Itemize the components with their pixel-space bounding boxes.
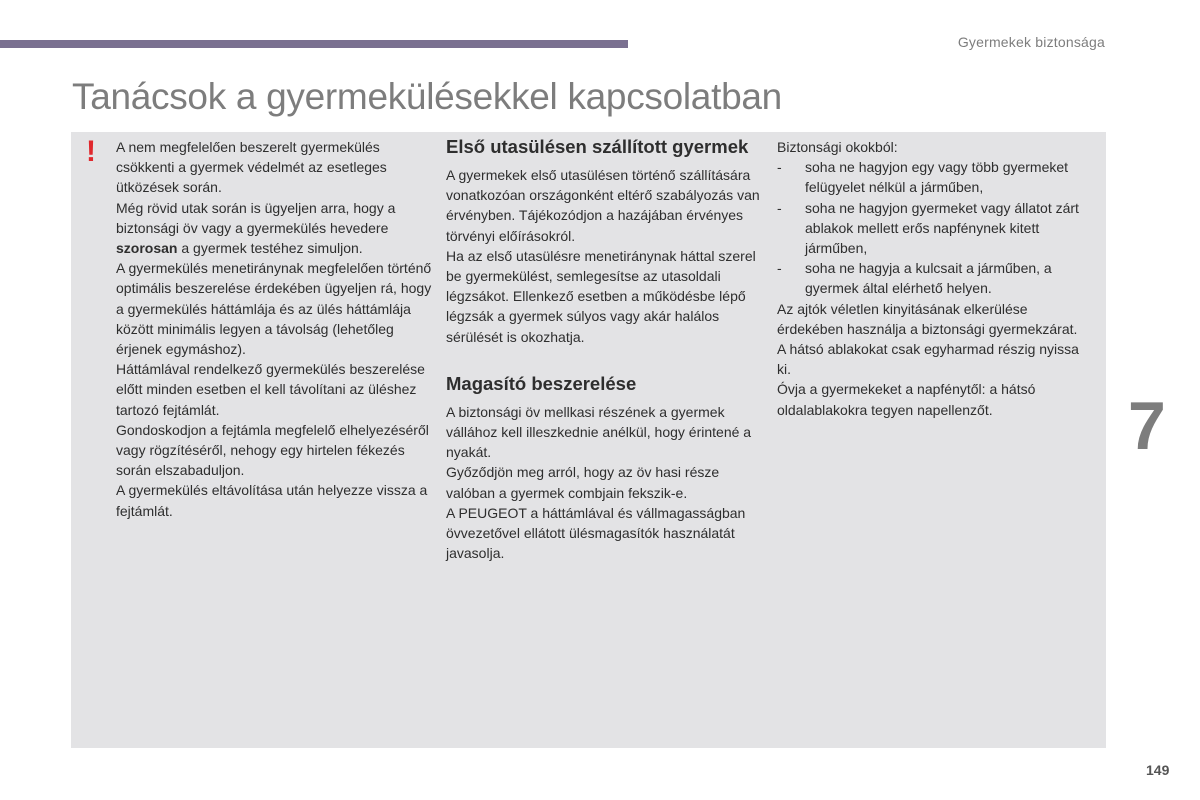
warning-paragraph: Még rövid utak során is ügyeljen arra, hogy a biztonsági öv vagy a gyermekülés hevedere szorosan a gyermek testéhez simuljon. — [116, 199, 396, 257]
list-item: - soha ne hagyjon egy vagy több gyermeket felügyelet nélkül a járműben, — [777, 159, 1069, 196]
dash-bullet: - — [777, 199, 782, 216]
header-accent-bar — [0, 40, 628, 48]
booster-text — [446, 402, 766, 564]
warning-paragraph: Háttámlával rendelkező gyermekülés beszerelése előtt minden esetben el kell távolítani az üléshez tartozó fejtámlát. — [116, 361, 425, 418]
warning-paragraph: A nem megfelelően beszerelt gyermekülés csökkenti a gyermek védelmét az esetleges ütközések során. — [116, 139, 387, 196]
body-paragraph: Ha az első utasülésre menetiránynak háttal szerel be gyermekülést, semlegesítse az utasoldali légzsákot. Ellenkező esetben a működésbe lépő légzsák a gyermek súlyos vagy akár halálos sérülését is okozhatja. — [446, 247, 756, 345]
warning-paragraph: A gyermekülés menetiránynak megfelelően történő optimális beszerelése érdekében ügyeljen rá, hogy a gyermekülés háttámlája és az ülés háttámlája között minimális legyen a távolság (lehetőleg érjenek egymáshoz). — [116, 260, 432, 358]
chapter-number: 7 — [1128, 388, 1166, 464]
body-paragraph: Győződjön meg arról, hogy az öv hasi része valóban a gyermek combjain fekszik-e. — [446, 464, 720, 501]
middle-column — [446, 137, 766, 563]
list-item: - soha ne hagyja a kulcsait a járműben, a gyermek által elérhető helyen. — [777, 260, 1052, 297]
body-paragraph: Óvja a gyermekeket a napfénytől: a hátsó oldalablakokra tegyen napellenzőt. — [777, 381, 1036, 418]
page-number: 149 — [1146, 762, 1170, 778]
body-paragraph: A biztonsági öv mellkasi részének a gyermek vállához kell illeszkednie anélkül, hogy érintené a nyakát. — [446, 403, 752, 461]
safety-intro: Biztonsági okokból: — [777, 139, 898, 155]
dash-bullet: - — [777, 159, 782, 176]
emphasis-text: szorosan — [116, 240, 178, 257]
section-title: Gyermekek biztonsága — [957, 34, 1105, 50]
warning-paragraph: Gondoskodjon a fejtámla megfelelő elhelyezéséről vagy rögzítéséről, nehogy egy hirtelen fékezés során elszabaduljon. — [116, 421, 429, 479]
dash-bullet: - — [777, 260, 782, 277]
body-paragraph: A PEUGEOT a háttámlával és vállmagasságban övvezetővel ellátott ülésmagasítók használatát javasolja. — [446, 504, 746, 562]
front-seat-text — [446, 165, 766, 347]
warning-text — [116, 137, 436, 521]
list-item: - soha ne hagyjon gyermeket vagy állatot zárt ablakok mellett erős napfénynek kitett járműben, — [777, 199, 1079, 257]
page-title: Tanácsok a gyermekülésekkel kapcsolatban — [72, 76, 782, 117]
section-heading-front-seat: Első utasülésen szállított gyermek — [446, 136, 749, 157]
body-paragraph: Az ajtók véletlen kinyitásának elkerülése érdekében használja a biztonsági gyermekzárat. — [777, 300, 1078, 337]
warning-paragraph: A gyermekülés eltávolítása után helyezze vissza a fejtámlát. — [116, 482, 428, 519]
safety-column — [777, 137, 1087, 420]
body-paragraph: A gyermekek első utasülésen történő szállítására vonatkozóan országonként eltérő szabályozás van érvényben. Tájékozódjon a hazájában érvényes törvényi előírásokról. — [446, 167, 760, 244]
body-paragraph: A hátsó ablakokat csak egyharmad részig nyissa ki. — [777, 341, 1079, 378]
section-heading-booster: Magasító beszerelése — [446, 372, 637, 394]
exclamation-warning-icon: ! — [86, 135, 96, 168]
